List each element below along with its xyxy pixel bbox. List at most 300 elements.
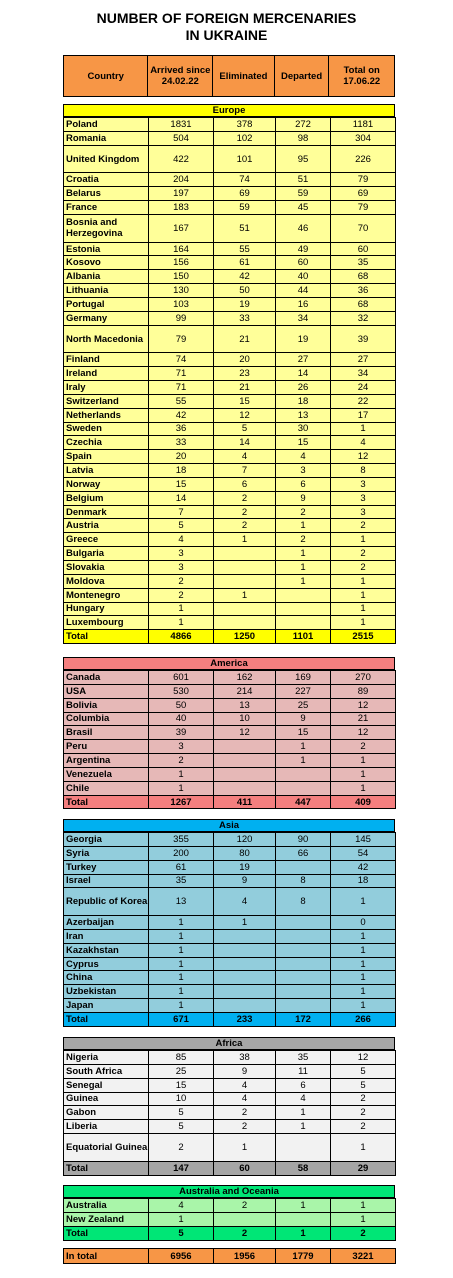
total-arrived: 671 [149, 1012, 214, 1026]
cell-departed: 1 [276, 519, 331, 533]
cell-total: 1 [331, 929, 396, 943]
cell-eliminated: 2 [214, 491, 276, 505]
column-header-arrived: Arrived since 24.02.22 [148, 56, 213, 96]
cell-arrived: 40 [149, 712, 214, 726]
cell-country: Montenegro [64, 588, 149, 602]
cell-departed [276, 999, 331, 1013]
cell-total: 39 [331, 325, 396, 353]
cell-country: Iraly [64, 381, 149, 395]
cell-arrived: 14 [149, 491, 214, 505]
cell-arrived: 156 [149, 256, 214, 270]
cell-total: 1 [331, 999, 396, 1013]
cell-total: 1 [331, 971, 396, 985]
cell-departed: 14 [276, 367, 331, 381]
total-eliminated: 1250 [214, 630, 276, 644]
table-row [64, 971, 396, 985]
cell-total: 5 [331, 1064, 396, 1078]
section-title: Australia and Oceania [63, 1185, 395, 1198]
cell-departed: 95 [276, 145, 331, 173]
cell-departed [276, 1212, 331, 1226]
cell-total: 68 [331, 297, 396, 311]
cell-total: 69 [331, 187, 396, 201]
cell-eliminated: 2 [214, 519, 276, 533]
cell-eliminated [214, 999, 276, 1013]
cell-total: 1 [331, 602, 396, 616]
cell-eliminated: 23 [214, 367, 276, 381]
cell-eliminated: 21 [214, 381, 276, 395]
cell-arrived: 103 [149, 297, 214, 311]
total-arrived: 147 [149, 1161, 214, 1175]
cell-total: 0 [331, 916, 396, 930]
cell-eliminated: 2 [214, 505, 276, 519]
cell-eliminated [214, 929, 276, 943]
cell-total: 17 [331, 408, 396, 422]
table-row [64, 408, 396, 422]
cell-total: 1 [331, 574, 396, 588]
cell-eliminated: 4 [214, 1078, 276, 1092]
table-row [64, 1134, 396, 1162]
cell-country: Belarus [64, 187, 149, 201]
cell-country: Uzbekistan [64, 985, 149, 999]
cell-arrived: 10 [149, 1092, 214, 1106]
cell-total: 226 [331, 145, 396, 173]
table-row [64, 270, 396, 284]
section-title: America [63, 657, 395, 670]
cell-departed: 1 [276, 561, 331, 575]
cell-departed: 45 [276, 201, 331, 215]
total-eliminated: 2 [214, 1226, 276, 1240]
cell-arrived: 422 [149, 145, 214, 173]
cell-eliminated: 9 [214, 874, 276, 888]
cell-eliminated: 7 [214, 464, 276, 478]
section-table [63, 670, 396, 809]
total-total: 266 [331, 1012, 396, 1026]
cell-country: Netherlands [64, 408, 149, 422]
cell-departed: 27 [276, 353, 331, 367]
cell-departed: 44 [276, 284, 331, 298]
cell-total: 12 [331, 726, 396, 740]
total-departed: 1 [276, 1226, 331, 1240]
cell-total: 35 [331, 256, 396, 270]
cell-departed: 3 [276, 464, 331, 478]
cell-eliminated: 13 [214, 698, 276, 712]
cell-eliminated: 120 [214, 833, 276, 847]
cell-arrived: 1 [149, 957, 214, 971]
cell-country: Luxembourg [64, 616, 149, 630]
cell-country: Germany [64, 311, 149, 325]
cell-country: Australia [64, 1199, 149, 1213]
cell-eliminated: 2 [214, 1106, 276, 1120]
cell-arrived: 164 [149, 242, 214, 256]
cell-departed: 19 [276, 325, 331, 353]
cell-departed: 59 [276, 187, 331, 201]
cell-departed: 98 [276, 131, 331, 145]
cell-eliminated: 1 [214, 1134, 276, 1162]
cell-country: Bolivia [64, 698, 149, 712]
cell-eliminated: 378 [214, 118, 276, 132]
cell-eliminated: 55 [214, 242, 276, 256]
cell-arrived: 39 [149, 726, 214, 740]
cell-departed: 11 [276, 1064, 331, 1078]
table-row [64, 422, 396, 436]
cell-country: Azerbaijan [64, 916, 149, 930]
cell-total: 145 [331, 833, 396, 847]
cell-arrived: 50 [149, 698, 214, 712]
cell-total: 34 [331, 367, 396, 381]
cell-country: Chile [64, 781, 149, 795]
cell-country: Kosovo [64, 256, 149, 270]
cell-country: USA [64, 684, 149, 698]
total-country: Total [64, 1012, 149, 1026]
cell-eliminated: 2 [214, 1199, 276, 1213]
cell-arrived: 3 [149, 561, 214, 575]
table-row [64, 1051, 396, 1065]
cell-departed [276, 916, 331, 930]
cell-eliminated [214, 602, 276, 616]
section-table [63, 1050, 396, 1176]
cell-total: 1 [331, 985, 396, 999]
table-row [64, 450, 396, 464]
cell-arrived: 15 [149, 477, 214, 491]
cell-total: 270 [331, 671, 396, 685]
table-row [64, 436, 396, 450]
cell-country: Equatorial Guinea [64, 1134, 149, 1162]
cell-arrived: 3 [149, 547, 214, 561]
cell-eliminated: 101 [214, 145, 276, 173]
cell-arrived: 79 [149, 325, 214, 353]
table-row [64, 874, 396, 888]
cell-departed [276, 985, 331, 999]
cell-total: 22 [331, 394, 396, 408]
cell-departed: 16 [276, 297, 331, 311]
cell-country: Senegal [64, 1078, 149, 1092]
cell-departed [276, 957, 331, 971]
cell-departed: 1 [276, 574, 331, 588]
cell-arrived: 1 [149, 602, 214, 616]
cell-total: 1 [331, 422, 396, 436]
column-header-departed: Departed [275, 56, 330, 96]
cell-eliminated: 12 [214, 726, 276, 740]
cell-arrived: 20 [149, 450, 214, 464]
cell-total: 21 [331, 712, 396, 726]
cell-arrived: 167 [149, 214, 214, 242]
cell-total: 1181 [331, 118, 396, 132]
cell-departed: 8 [276, 874, 331, 888]
cell-total: 32 [331, 311, 396, 325]
cell-country: Syria [64, 846, 149, 860]
grand-total-section [63, 1248, 395, 1264]
table-row [64, 533, 396, 547]
cell-departed: 25 [276, 698, 331, 712]
cell-arrived: 601 [149, 671, 214, 685]
cell-arrived: 18 [149, 464, 214, 478]
cell-country: Portugal [64, 297, 149, 311]
cell-eliminated: 61 [214, 256, 276, 270]
grand-total-row [64, 1249, 396, 1264]
cell-arrived: 55 [149, 394, 214, 408]
cell-total: 27 [331, 353, 396, 367]
cell-eliminated: 2 [214, 1120, 276, 1134]
cell-total: 1 [331, 888, 396, 916]
cell-country: Denmark [64, 505, 149, 519]
cell-country: Kazakhstan [64, 943, 149, 957]
cell-arrived: 4 [149, 1199, 214, 1213]
cell-eliminated: 9 [214, 1064, 276, 1078]
cell-country: Cyprus [64, 957, 149, 971]
title-line-2: IN UKRAINE [185, 27, 268, 43]
cell-arrived: 3 [149, 740, 214, 754]
cell-country: Republic of Korea [64, 888, 149, 916]
table-row [64, 999, 396, 1013]
cell-departed: 4 [276, 450, 331, 464]
cell-total: 8 [331, 464, 396, 478]
section-total-row [64, 1226, 396, 1240]
cell-eliminated [214, 943, 276, 957]
cell-arrived: 5 [149, 1106, 214, 1120]
cell-departed: 8 [276, 888, 331, 916]
grand-total-table [63, 1248, 396, 1264]
cell-eliminated [214, 754, 276, 768]
cell-total: 1 [331, 1199, 396, 1213]
cell-total: 2 [331, 740, 396, 754]
cell-total: 4 [331, 436, 396, 450]
cell-arrived: 1 [149, 971, 214, 985]
table-row [64, 1120, 396, 1134]
total-total: 409 [331, 795, 396, 809]
cell-eliminated: 5 [214, 422, 276, 436]
section-total-row [64, 795, 396, 809]
document-title [0, 0, 453, 46]
cell-country: Bosnia and Herzegovina [64, 214, 149, 242]
cell-total: 68 [331, 270, 396, 284]
cell-eliminated: 19 [214, 860, 276, 874]
cell-arrived: 2 [149, 1134, 214, 1162]
section-total-row [64, 1012, 396, 1026]
section-total-row [64, 630, 396, 644]
cell-arrived: 2 [149, 754, 214, 768]
table-row [64, 242, 396, 256]
cell-departed: 1 [276, 1199, 331, 1213]
grand-total-arrived: 6956 [149, 1249, 214, 1264]
cell-country: Japan [64, 999, 149, 1013]
cell-country: Israel [64, 874, 149, 888]
total-country: Total [64, 1226, 149, 1240]
cell-total: 18 [331, 874, 396, 888]
cell-departed: 227 [276, 684, 331, 698]
section-title: Asia [63, 819, 395, 832]
cell-arrived: 1 [149, 1212, 214, 1226]
table-row [64, 588, 396, 602]
total-departed: 58 [276, 1161, 331, 1175]
section-europe [63, 104, 395, 644]
cell-arrived: 4 [149, 533, 214, 547]
table-row [64, 846, 396, 860]
cell-country: Liberia [64, 1120, 149, 1134]
cell-eliminated: 38 [214, 1051, 276, 1065]
cell-country: Columbia [64, 712, 149, 726]
cell-arrived: 5 [149, 1120, 214, 1134]
table-row [64, 381, 396, 395]
cell-country: Venezuela [64, 767, 149, 781]
cell-eliminated: 80 [214, 846, 276, 860]
table-row [64, 1199, 396, 1213]
total-country: Total [64, 1161, 149, 1175]
cell-country: Bulgaria [64, 547, 149, 561]
cell-country: Slovakia [64, 561, 149, 575]
table-row [64, 1212, 396, 1226]
cell-country: Finland [64, 353, 149, 367]
cell-total: 2 [331, 561, 396, 575]
cell-departed: 60 [276, 256, 331, 270]
cell-departed [276, 616, 331, 630]
cell-arrived: 35 [149, 874, 214, 888]
cell-country: Gabon [64, 1106, 149, 1120]
cell-country: Peru [64, 740, 149, 754]
cell-country: France [64, 201, 149, 215]
cell-eliminated [214, 985, 276, 999]
cell-country: Norway [64, 477, 149, 491]
cell-total: 3 [331, 477, 396, 491]
table-row [64, 616, 396, 630]
cell-departed [276, 781, 331, 795]
cell-country: Turkey [64, 860, 149, 874]
cell-arrived: 1 [149, 943, 214, 957]
total-eliminated: 233 [214, 1012, 276, 1026]
cell-total: 304 [331, 131, 396, 145]
cell-total: 12 [331, 698, 396, 712]
grand-total-total: 3221 [331, 1249, 396, 1264]
table-row [64, 888, 396, 916]
cell-total: 42 [331, 860, 396, 874]
cell-arrived: 99 [149, 311, 214, 325]
table-row [64, 353, 396, 367]
cell-eliminated [214, 957, 276, 971]
cell-departed: 6 [276, 477, 331, 491]
table-row [64, 671, 396, 685]
cell-arrived: 200 [149, 846, 214, 860]
cell-eliminated: 51 [214, 214, 276, 242]
table-row [64, 860, 396, 874]
section-table [63, 117, 396, 644]
cell-eliminated: 4 [214, 1092, 276, 1106]
cell-arrived: 15 [149, 1078, 214, 1092]
total-departed: 447 [276, 795, 331, 809]
cell-departed: 9 [276, 712, 331, 726]
cell-departed: 51 [276, 173, 331, 187]
cell-arrived: 2 [149, 588, 214, 602]
cell-country: United Kingdom [64, 145, 149, 173]
cell-departed: 49 [276, 242, 331, 256]
cell-departed: 15 [276, 436, 331, 450]
cell-country: China [64, 971, 149, 985]
cell-departed: 66 [276, 846, 331, 860]
cell-departed: 1 [276, 754, 331, 768]
cell-eliminated [214, 971, 276, 985]
cell-departed: 34 [276, 311, 331, 325]
cell-country: Poland [64, 118, 149, 132]
cell-eliminated: 6 [214, 477, 276, 491]
cell-country: Guinea [64, 1092, 149, 1106]
section-america [63, 657, 395, 809]
section-title: Europe [63, 104, 395, 117]
cell-country: Spain [64, 450, 149, 464]
cell-departed: 40 [276, 270, 331, 284]
table-row [64, 367, 396, 381]
cell-arrived: 13 [149, 888, 214, 916]
cell-arrived: 42 [149, 408, 214, 422]
cell-total: 1 [331, 957, 396, 971]
table-row [64, 781, 396, 795]
table-row [64, 394, 396, 408]
cell-country: Georgia [64, 833, 149, 847]
cell-country: Switzerland [64, 394, 149, 408]
cell-country: Canada [64, 671, 149, 685]
total-total: 2515 [331, 630, 396, 644]
cell-total: 1 [331, 754, 396, 768]
total-eliminated: 60 [214, 1161, 276, 1175]
table-row [64, 547, 396, 561]
total-eliminated: 411 [214, 795, 276, 809]
cell-eliminated: 21 [214, 325, 276, 353]
cell-eliminated: 69 [214, 187, 276, 201]
table-row [64, 574, 396, 588]
cell-departed: 6 [276, 1078, 331, 1092]
cell-arrived: 183 [149, 201, 214, 215]
cell-country: Greece [64, 533, 149, 547]
cell-eliminated: 102 [214, 131, 276, 145]
cell-total: 1 [331, 781, 396, 795]
column-header-country: Country [64, 56, 148, 96]
table-row [64, 767, 396, 781]
cell-total: 2 [331, 547, 396, 561]
cell-eliminated [214, 781, 276, 795]
table-row [64, 505, 396, 519]
cell-eliminated [214, 1212, 276, 1226]
section-title: Africa [63, 1037, 395, 1050]
cell-departed [276, 943, 331, 957]
cell-departed [276, 929, 331, 943]
cell-total: 2 [331, 519, 396, 533]
table-row [64, 943, 396, 957]
cell-arrived: 1 [149, 929, 214, 943]
title-line-1: NUMBER OF FOREIGN MERCENARIES [96, 10, 357, 26]
cell-total: 79 [331, 173, 396, 187]
cell-arrived: 130 [149, 284, 214, 298]
cell-arrived: 36 [149, 422, 214, 436]
table-row [64, 1064, 396, 1078]
grand-total-label: In total [64, 1249, 149, 1264]
table-row [64, 201, 396, 215]
cell-arrived: 25 [149, 1064, 214, 1078]
cell-country: Nigeria [64, 1051, 149, 1065]
cell-arrived: 85 [149, 1051, 214, 1065]
cell-total: 60 [331, 242, 396, 256]
table-row [64, 1106, 396, 1120]
table-row [64, 833, 396, 847]
cell-departed [276, 767, 331, 781]
total-arrived: 5 [149, 1226, 214, 1240]
cell-eliminated [214, 547, 276, 561]
section-table [63, 1198, 396, 1241]
section-total-row [64, 1161, 396, 1175]
cell-departed: 1 [276, 1106, 331, 1120]
cell-total: 1 [331, 767, 396, 781]
total-total: 29 [331, 1161, 396, 1175]
cell-departed [276, 860, 331, 874]
table-row [64, 464, 396, 478]
cell-total: 3 [331, 491, 396, 505]
table-row [64, 684, 396, 698]
